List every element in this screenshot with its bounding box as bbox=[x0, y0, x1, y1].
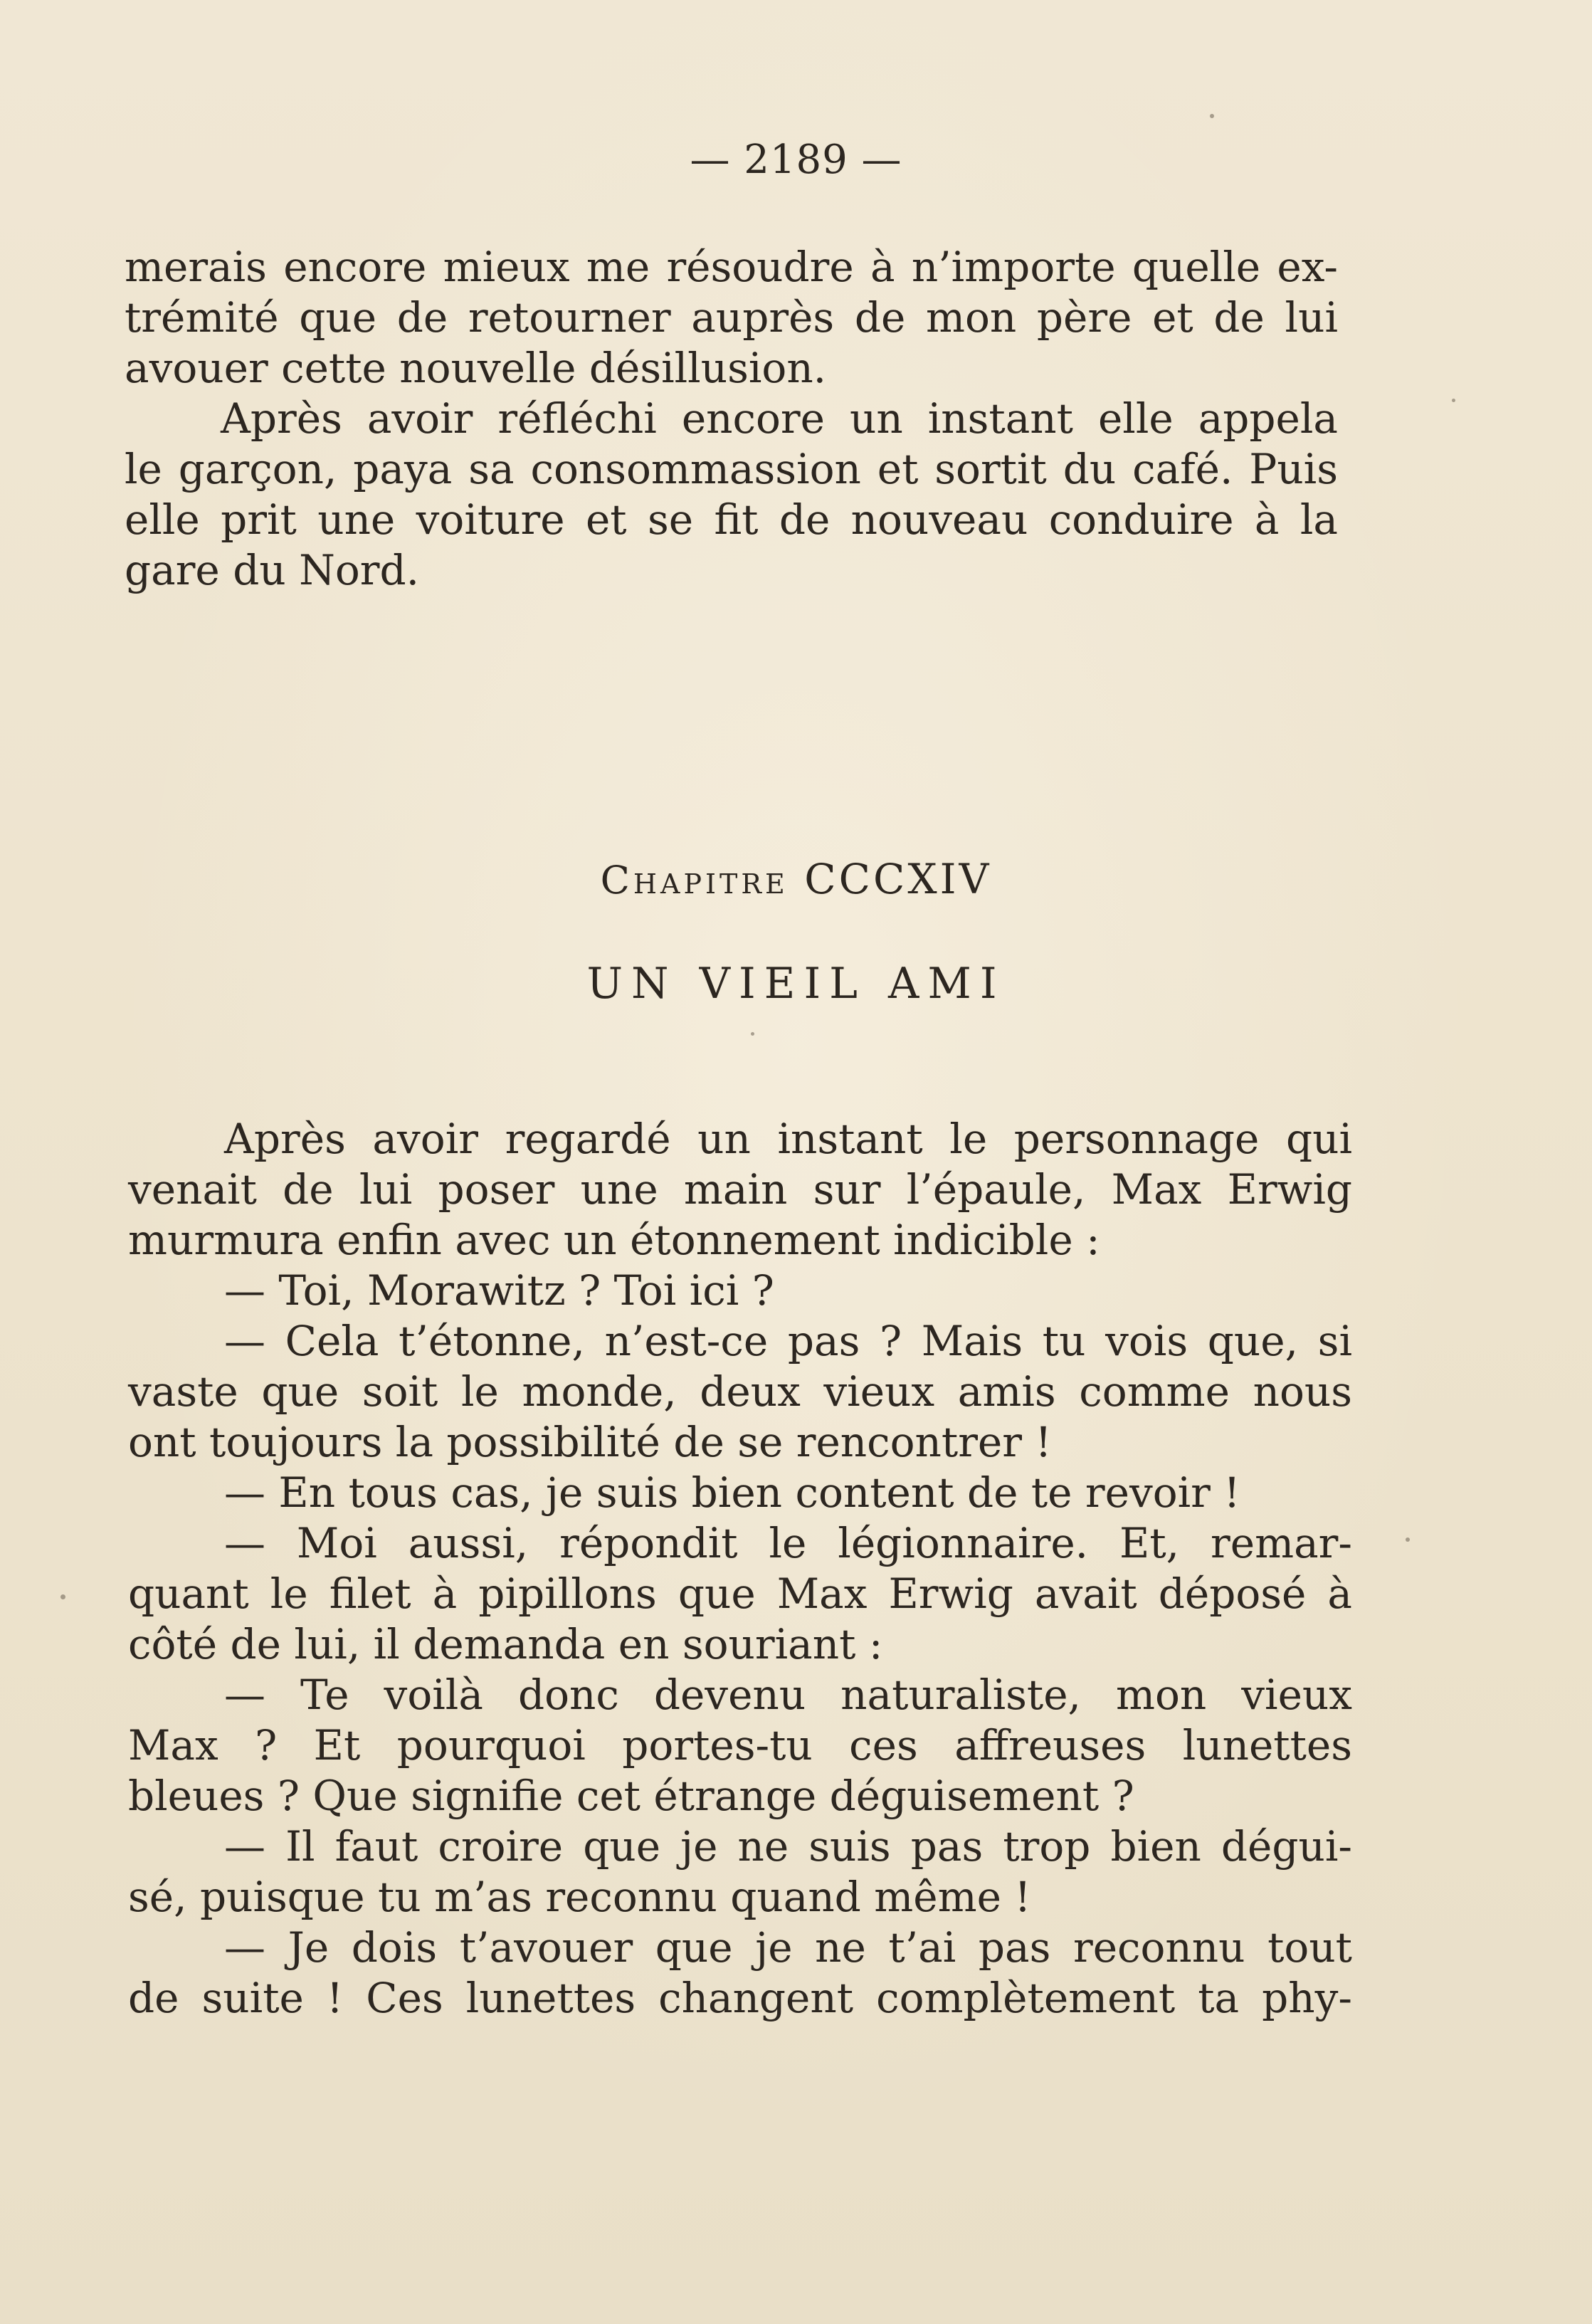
text-line: trémité que de retourner auprès de mon père et de lui bbox=[125, 293, 1338, 342]
chapter-heading bbox=[0, 851, 1592, 909]
text-line: quant le filet à pipillons que Max Erwig avait déposé à bbox=[128, 1570, 1352, 1618]
text-line: vaste que soit le monde, deux vieux amis comme nous bbox=[128, 1367, 1352, 1416]
text-line: — Te voilà donc devenu naturaliste, mon vieux bbox=[224, 1671, 1352, 1719]
text-line: — Il faut croire que je ne suis pas trop bien dégui- bbox=[224, 1822, 1352, 1871]
paper-speck bbox=[1210, 114, 1214, 118]
page-number: — 2189 — bbox=[690, 137, 902, 183]
text-line: — En tous cas, je suis bien content de te revoir ! bbox=[224, 1468, 1240, 1517]
text-line: murmura enfin avec un étonnement indicible : bbox=[128, 1216, 1100, 1264]
paper-speck bbox=[1406, 1537, 1410, 1542]
text-line: Après avoir regardé un instant le personnage qui bbox=[224, 1115, 1352, 1163]
text-line: ont toujours la possibilité de se rencontrer ! bbox=[128, 1418, 1052, 1466]
text-line: — Je dois t’avouer que je ne t’ai pas reconnu tout bbox=[224, 1923, 1352, 1972]
paper-speck bbox=[1452, 399, 1455, 402]
paragraphs-bottom bbox=[128, 1114, 1352, 2024]
chapter-label: Chapitre bbox=[600, 858, 789, 903]
text-line: Max ? Et pourquoi portes-tu ces affreuses lunettes bbox=[128, 1721, 1352, 1770]
text-line: — Toi, Morawitz ? Toi ici ? bbox=[224, 1266, 774, 1315]
text-line: elle prit une voiture et se fit de nouveau conduire à la bbox=[125, 495, 1338, 544]
text-line: de suite ! Ces lunettes changent complètement ta phy- bbox=[128, 1974, 1352, 2022]
text-line: venait de lui poser une main sur l’épaule, Max Erwig bbox=[128, 1165, 1352, 1214]
text-line: — Cela t’étonne, n’est-ce pas ? Mais tu vois que, si bbox=[224, 1317, 1352, 1365]
paragraphs-top bbox=[125, 242, 1338, 596]
text-line: côté de lui, il demanda en souriant : bbox=[128, 1620, 883, 1668]
text-line: bleues ? Que signifie cet étrange déguisement ? bbox=[128, 1772, 1134, 1820]
text-line: le garçon, paya sa consommassion et sortit du café. Puis bbox=[125, 445, 1338, 493]
text-line: avouer cette nouvelle désillusion. bbox=[125, 344, 827, 392]
text-line: Après avoir réfléchi encore un instant elle appela bbox=[221, 394, 1338, 443]
paper-speck bbox=[60, 1594, 65, 1599]
text-line: merais encore mieux me résoudre à n’importe quelle ex- bbox=[125, 243, 1338, 291]
chapter-title: UN VIEIL AMI bbox=[586, 959, 1006, 1009]
text-line: gare du Nord. bbox=[125, 546, 420, 594]
paper-speck bbox=[751, 1032, 754, 1036]
text-line: — Moi aussi, répondit le légionnaire. Et, remar- bbox=[224, 1519, 1352, 1567]
text-line: sé, puisque tu m’as reconnu quand même ! bbox=[128, 1873, 1031, 1921]
chapter-number: CCCXIV bbox=[804, 855, 992, 903]
